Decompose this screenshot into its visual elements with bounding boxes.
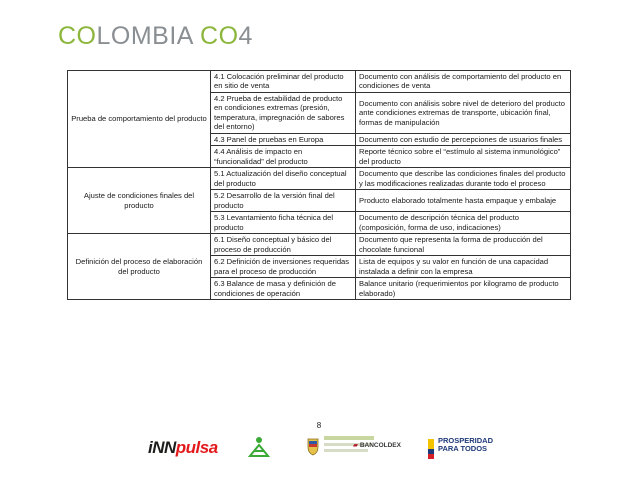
deliverable-cell: Documento con análisis de comportamiento del producto en condiciones de venta	[356, 71, 571, 93]
group-cell: Definición del proceso de elaboración del producto	[68, 234, 211, 300]
deliverable-cell: Documento con estudio de percepciones de usuarios finales	[356, 133, 571, 145]
deliverable-cell: Producto elaborado totalmente hasta empaque y embalaje	[356, 190, 571, 212]
group-cell: Prueba de comportamiento del producto	[68, 71, 211, 168]
group-cell: Ajuste de condiciones finales del producto	[68, 168, 211, 234]
activities-table	[67, 70, 571, 300]
activity-cell: 5.3 Levantamiento ficha técnica del producto	[211, 212, 356, 234]
innpulsa-logo: iNNpulsa	[148, 438, 218, 457]
activity-cell: 4.3 Panel de pruebas en Europa	[211, 133, 356, 145]
deliverable-cell: Documento que describe las condiciones finales del producto y las modificaciones realizadas durante todo el proceso	[356, 168, 571, 190]
page-number: 8	[316, 421, 322, 430]
table-row	[68, 234, 571, 256]
coat-of-arms-icon	[306, 435, 320, 457]
bancoldex-logo: ▰ BANCOLDEX	[353, 442, 401, 449]
table-row	[68, 168, 571, 190]
activity-cell: 5.2 Desarrollo de la versión final del producto	[211, 190, 356, 212]
activity-cell: 4.2 Prueba de estabilidad de producto en condiciones extremas (presión, temperatura, impregnación de sabores del entorno)	[211, 92, 356, 133]
deliverable-cell: Documento con análisis sobre nivel de deterioro del producto ante condiciones extremas de transporte, ubicación final, formas de manipulación	[356, 92, 571, 133]
colombia-co4-logo: COLOMBIA CO4	[58, 22, 253, 50]
deliverable-cell: Reporte técnico sobre el “estímulo al sistema inmunológico” del producto	[356, 146, 571, 168]
flag-icon	[428, 439, 434, 459]
footer-logos	[148, 433, 538, 463]
gov-text-line	[324, 436, 374, 440]
gov-text-line	[324, 449, 368, 452]
table-row	[68, 71, 571, 93]
activity-cell: 6.3 Balance de masa y definición de condiciones de operación	[211, 278, 356, 300]
deliverable-cell: Documento que representa la forma de producción del chocolate funcional	[356, 234, 571, 256]
prosperidad-logo: PROSPERIDAD PARA TODOS	[438, 437, 493, 453]
activity-cell: 6.2 Definición de inversiones requeridas para el proceso de producción	[211, 256, 356, 278]
deliverable-cell: Balance unitario (requerimientos por kilogramo de producto elaborado)	[356, 278, 571, 300]
activity-cell: 5.1 Actualización del diseño conceptual del producto	[211, 168, 356, 190]
bancoldex-mark-icon: ▰	[353, 442, 358, 449]
deliverable-cell: Lista de equipos y su valor en función de una capacidad instalada a definir con la empresa	[356, 256, 571, 278]
deliverable-cell: Documento de descripción técnica del producto (composición, forma de uso, indicaciones)	[356, 212, 571, 234]
activity-cell: 4.1 Colocación preliminar del producto en sitio de venta	[211, 71, 356, 93]
activity-cell: 6.1 Diseño conceptual y básico del proceso de producción	[211, 234, 356, 256]
sena-logo-icon	[246, 436, 272, 458]
activity-cell: 4.4 Análisis de impacto en “funcionalidad” del producto	[211, 146, 356, 168]
